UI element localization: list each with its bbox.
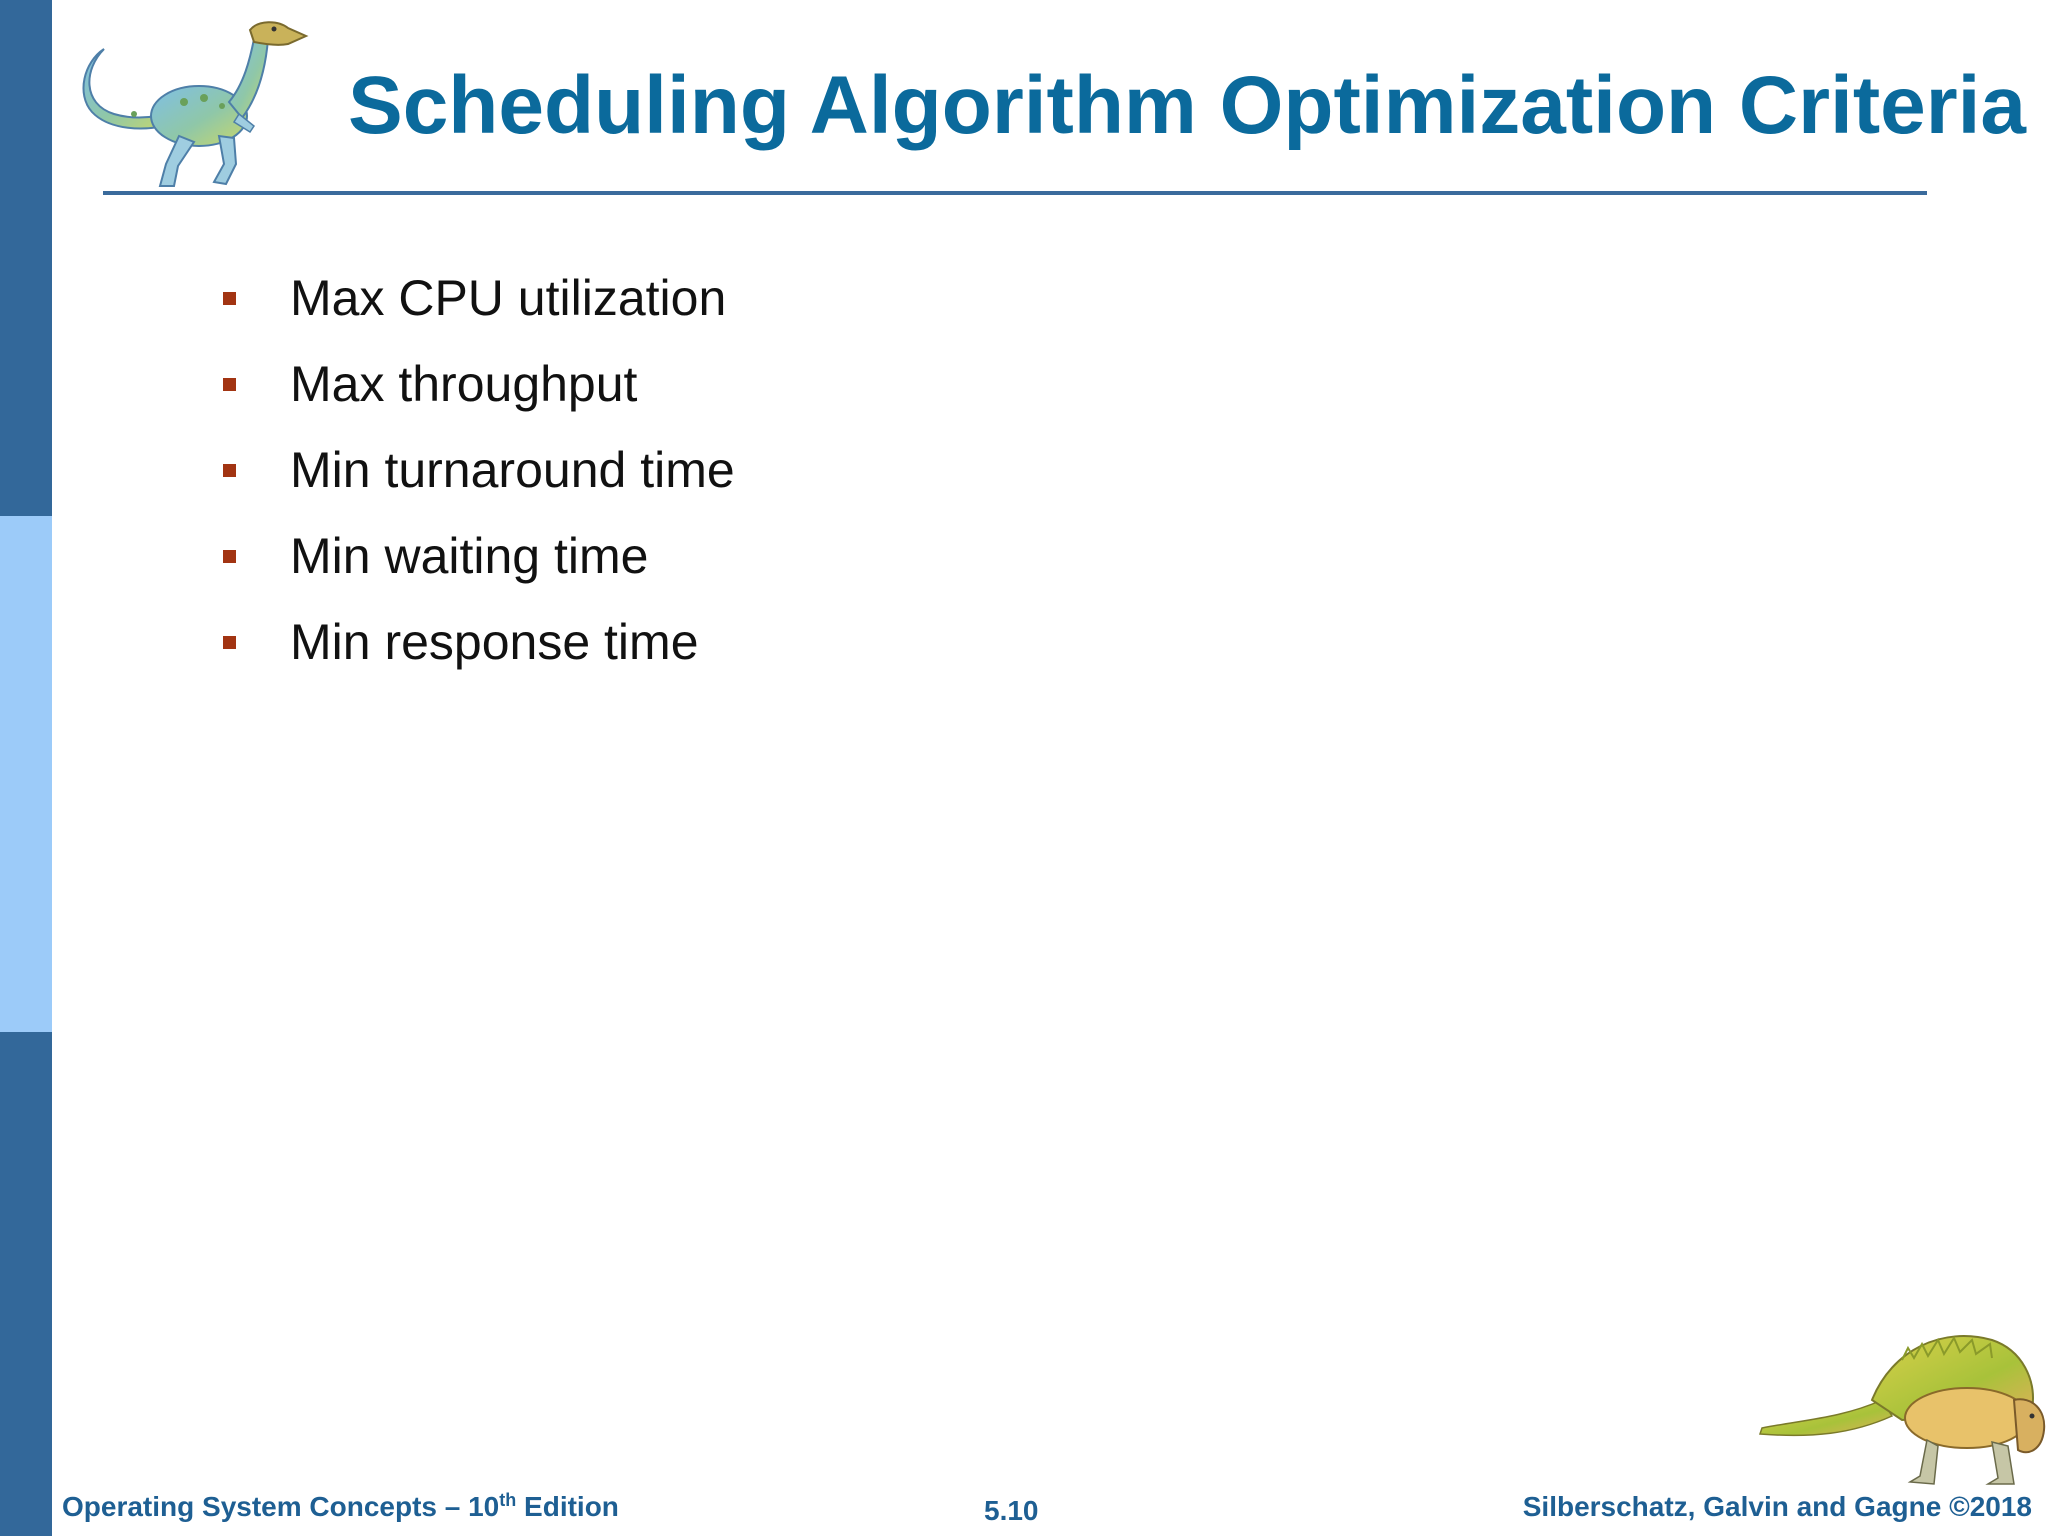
footer-course-title bbox=[62, 1490, 619, 1524]
footer-course-title-tail: Edition bbox=[516, 1491, 619, 1522]
bullet-text: Min waiting time bbox=[290, 528, 649, 584]
square-bullet-icon bbox=[223, 378, 236, 391]
bullet-text: Min turnaround time bbox=[290, 442, 735, 498]
page-title: Scheduling Algorithm Optimization Criteria bbox=[348, 60, 2027, 151]
footer-course-title-main: Operating System Concepts – 10 bbox=[62, 1491, 500, 1522]
sidebar-accent-top bbox=[0, 0, 52, 516]
square-bullet-icon bbox=[223, 292, 236, 305]
dinosaur-crouching-icon bbox=[1752, 1300, 2048, 1500]
bullet-text: Max CPU utilization bbox=[290, 270, 727, 326]
title-divider bbox=[103, 191, 1927, 195]
footer-copyright: Silberschatz, Galvin and Gagne ©2018 bbox=[1522, 1491, 2032, 1522]
square-bullet-icon bbox=[223, 464, 236, 477]
square-bullet-icon bbox=[223, 550, 236, 563]
bullet-text: Max throughput bbox=[290, 356, 638, 412]
bullet-text: Min response time bbox=[290, 614, 699, 670]
dinosaur-standing-icon bbox=[74, 14, 314, 194]
sidebar-accent-bottom bbox=[0, 1032, 52, 1536]
page-number: 5.10 bbox=[984, 1495, 1039, 1526]
footer-edition-superscript: th bbox=[499, 1490, 517, 1510]
square-bullet-icon bbox=[223, 636, 236, 649]
sidebar-accent-middle bbox=[0, 516, 52, 1032]
